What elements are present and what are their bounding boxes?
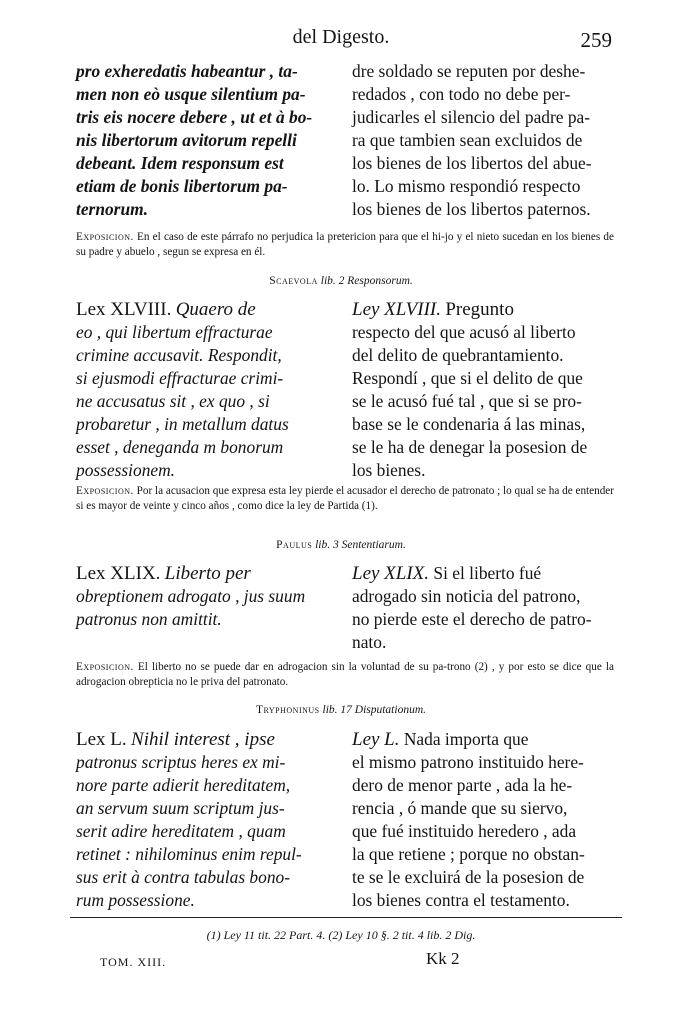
running-header: del Digesto. (292, 26, 390, 48)
text-line: Nihil interest , ipse (131, 729, 275, 750)
text-line: los bienes de los libertos del abue- (352, 153, 592, 173)
source-citation-block4 (0, 704, 682, 716)
text-line: nis libertorum avitorum repelli (76, 130, 297, 150)
latin-text-block2 (76, 298, 330, 482)
latin-text-block1 (76, 60, 330, 221)
text-line: tris eis nocere debere , ut et à bo- (76, 107, 313, 127)
text-line: Si el liberto fué (433, 563, 542, 583)
text-line: Liberto per (164, 563, 251, 584)
source-work: lib. 2 Responsorum. (320, 275, 413, 287)
text-line: que fué instituido heredero , ada (352, 821, 577, 841)
text-line: an servum suum scriptum jus- (76, 798, 285, 818)
text-line: sus erit à contra tabulas bono- (76, 867, 291, 887)
latin-text-block3 (76, 562, 330, 631)
text-line: men non eò usque silentium pa- (76, 84, 306, 104)
exposicion-block3 (76, 660, 614, 690)
latin-text-block4 (76, 728, 330, 912)
source-citation-block3 (0, 539, 682, 551)
text-line: crimine accusavit. Respondit, (76, 345, 282, 365)
text-line: pro exheredatis habeantur , ta- (76, 61, 298, 81)
text-line: se le acusó fué tal , que si se pro- (352, 391, 582, 411)
law-heading-spanish: Ley L. (352, 729, 400, 750)
exposicion-text: El liberto no se puede dar en adrogacion sin la voluntad de su pa-trono (2) , y por esto se dice que la adrogacion obrepticia no le priva del patronato. (76, 661, 614, 688)
text-line: debeant. Idem responsum est (76, 153, 284, 173)
page-number: 259 (580, 28, 612, 52)
text-line: obreptionem adrogato , jus suum (76, 586, 306, 606)
source-work: lib. 17 Disputationum. (322, 704, 427, 716)
text-line: Quaero de (175, 299, 256, 320)
law-heading-latin: Lex XLIX. (76, 563, 161, 584)
footnote-rule (70, 917, 622, 918)
text-line: si ejusmodi effracturae crimi- (76, 368, 284, 388)
text-line: patronus non amittit. (76, 609, 222, 629)
source-author: Scaevola (269, 275, 318, 287)
exposicion-label: Exposicion. (76, 485, 134, 497)
text-line: la que retiene ; porque no obstan- (352, 844, 585, 864)
source-citation-block2 (0, 275, 682, 287)
text-line: el mismo patrono instituido here- (352, 752, 584, 772)
text-line: ne accusatus sit , ex quo , si (76, 391, 270, 411)
footnotes: (1) Ley 11 tit. 22 Part. 4. (2) Ley 10 §. 2 tit. 4 lib. 2 Dig. (206, 928, 476, 942)
text-line: serit adire hereditatem , quam (76, 821, 286, 841)
spanish-text-block2 (352, 298, 614, 482)
text-line: rum possessione. (76, 890, 195, 910)
text-line: no pierde este el derecho de patro- (352, 609, 592, 629)
text-line: Respondí , que si el delito de que (352, 368, 583, 388)
text-line: nato. (352, 632, 387, 652)
text-line: eo , qui libertum effracturae (76, 322, 273, 342)
text-line: retinet : nihilominus enim repul- (76, 844, 302, 864)
text-line: dre soldado se reputen por deshe- (352, 61, 586, 81)
law-heading-latin: Lex L. (76, 729, 127, 750)
spanish-text-block1 (352, 60, 614, 221)
source-work: lib. 3 Sententiarum. (315, 539, 406, 551)
text-line: del delito de quebrantamiento. (352, 345, 564, 365)
law-heading-spanish: Ley XLVIII. (352, 299, 441, 320)
text-line: redados , con todo no debe per- (352, 84, 571, 104)
source-author: Tryphoninus (255, 704, 320, 716)
text-line: Pregunto (445, 299, 514, 320)
text-line: lo. Lo mismo respondió respecto (352, 176, 581, 196)
text-line: judicarles el silencio del padre pa- (352, 107, 591, 127)
text-line: Nada importa que (403, 729, 529, 749)
text-line: ra que tambien sean excluidos de (352, 130, 583, 150)
text-line: esset , deneganda m bonorum (76, 437, 284, 457)
text-line: nore parte adierit hereditatem, (76, 775, 291, 795)
text-line: te se le excluirá de la posesion de (352, 867, 585, 887)
text-line: patronus scriptus heres ex mi- (76, 752, 286, 772)
text-line: ternorum. (76, 199, 148, 219)
exposicion-text: En el caso de este párrafo no perjudica la pretericion para que el hi-jo y el nieto sucedan en los bienes de su padre y abuelo , segun se expresa en él. (76, 231, 614, 258)
volume-label: TOM. XIII. (100, 955, 167, 969)
source-author: Paulus (276, 539, 313, 551)
exposicion-block1 (76, 230, 614, 260)
text-line: los bienes de los libertos paternos. (352, 199, 591, 219)
text-line: se le ha de denegar la posesion de (352, 437, 588, 457)
text-line: probaretur , in metallum datus (76, 414, 289, 434)
text-line: respecto del que acusó al liberto (352, 322, 576, 342)
text-line: rencia , ó mande que su siervo, (352, 798, 568, 818)
text-line: los bienes contra el testamento. (352, 890, 570, 910)
exposicion-label: Exposicion. (76, 231, 134, 243)
law-heading-latin: Lex XLVIII. (76, 299, 172, 320)
spanish-text-block4 (352, 728, 614, 912)
text-line: etiam de bonis libertorum pa- (76, 176, 288, 196)
text-line: adrogado sin noticia del patrono, (352, 586, 581, 606)
signature-mark: Kk 2 (426, 949, 460, 968)
text-line: possessionem. (76, 460, 176, 480)
text-line: los bienes. (352, 460, 426, 480)
law-heading-spanish: Ley XLIX. (352, 563, 430, 584)
text-line: dero de menor parte , ada la he- (352, 775, 573, 795)
exposicion-label: Exposicion. (76, 661, 134, 673)
exposicion-text: Por la acusacion que expresa esta ley pierde el acusador el derecho de patronato ; lo qual se ha de entender si es mayor de veinte y cinco años , como dice la ley de Partida (1). (76, 485, 615, 512)
exposicion-block2 (76, 484, 614, 514)
spanish-text-block3 (352, 562, 614, 654)
text-line: base se le condenaria á las minas, (352, 414, 586, 434)
